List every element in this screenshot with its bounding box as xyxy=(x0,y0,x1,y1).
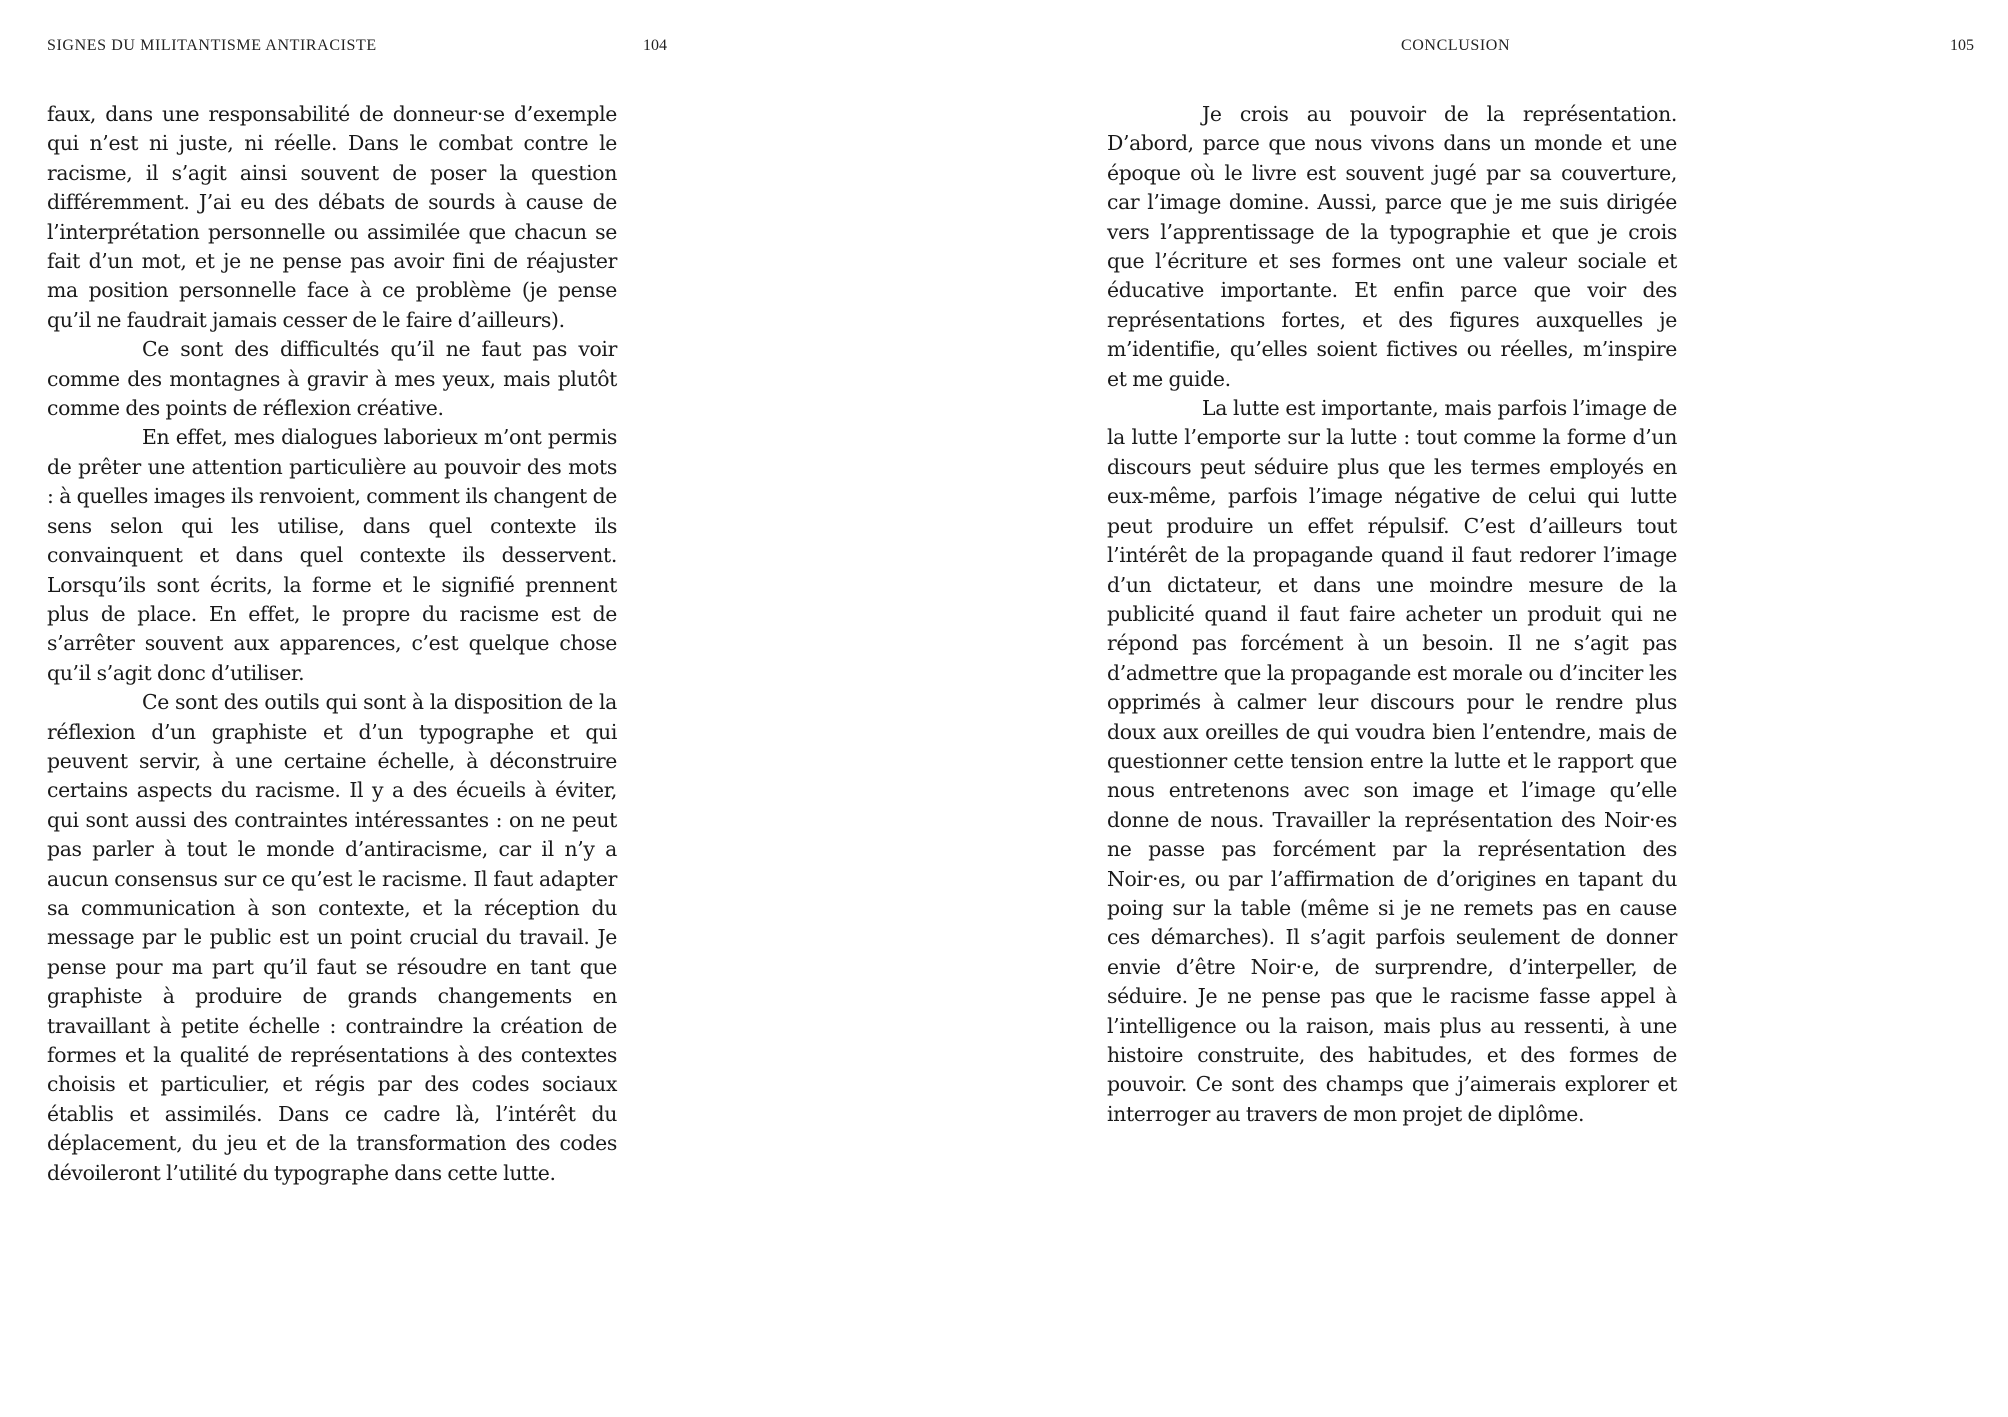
right-body-text xyxy=(1107,100,1677,1129)
paragraph: En effet, mes dialogues laborieux m’ont permis de prêter une attention particulière au pouvoir des mots : à quelles images ils renvoient, comment ils changent de sens selon qui les utilise, dans quel contexte ils convainquent et dans quel contexte ils desservent. Lorsqu’ils sont écrits, la forme et le signifié prennent plus de place. En effet, le propre du racisme est de s’arrêter souvent aux apparences, c’est quelque chose qu’il s’agit donc d’utiliser. xyxy=(47,425,617,685)
paragraph: Je crois au pouvoir de la représentation. D’abord, parce que nous vivons dans un monde et une époque où le livre est souvent jugé par sa couverture, car l’image domine. Aussi, parce que je me suis dirigée vers l’apprentissage de la typographie et que je crois que l’écriture et ses formes ont une valeur sociale et éducative importante. Et enfin parce que voir des représentations fortes, et des figures auxquelles je m’identifie, qu’elles soient fictives ou réelles, m’inspire et me guide. xyxy=(1107,102,1677,391)
page-number-left: 104 xyxy=(643,37,667,54)
running-head-left: SIGNES DU MILITANTISME ANTIRACISTE xyxy=(47,37,377,54)
paragraph: Ce sont des outils qui sont à la disposition de la réflexion d’un graphiste et d’un typographe et qui peuvent servir, à une certaine échelle, à déconstruire certains aspects du racisme. Il y a des écueils à éviter, qui sont aussi des contraintes intéressantes : on ne peut pas parler à tout le monde d’antiracisme, car il n’y a aucun consensus sur ce qu’est le racisme. Il faut adapter sa communication à son contexte, et la réception du message par le public est un point crucial du travail. Je pense pour ma part qu’il faut se résoudre en tant que graphiste à produire de grands changements en travaillant à petite échelle : contraindre la création de formes et la qualité de représentations à des contextes choisis et particulier, et régis par des codes sociaux établis et assimilés. Dans ce cadre là, l’intérêt du déplacement, du jeu et de la transformation des codes dévoileront l’utilité du typographe dans cette lutte. xyxy=(47,690,617,1185)
running-head-right: CONCLUSION xyxy=(1401,37,1511,54)
paragraph: Ce sont des difficultés qu’il ne faut pas voir comme des montagnes à gravir à mes yeux, mais plutôt comme des points de réflexion créative. xyxy=(47,337,617,421)
right-page xyxy=(1004,0,2008,1417)
paragraph: faux, dans une responsabilité de donneur·se d’exemple qui n’est ni juste, ni réelle. Dans le combat contre le racisme, il s’agit ainsi souvent de poser la question différemment. J’ai eu des débats de sourds à cause de l’interprétation personnelle ou assimilée que chacun se fait d’un mot, et je ne pense pas avoir fini de réajuster ma position personnelle face à ce problème (je pense qu’il ne faudrait jamais cesser de le faire d’ailleurs). xyxy=(47,102,617,332)
page-number-right: 105 xyxy=(1950,37,1974,54)
paragraph: La lutte est importante, mais parfois l’image de la lutte l’emporte sur la lutte : tout comme la forme d’un discours peut séduire plus que les termes employés en eux-même, parfois l’image négative de celui qui lutte peut produire un effet répulsif. C’est d’ailleurs tout l’intérêt de la propagande quand il faut redorer l’image d’un dictateur, et dans une moindre mesure de la publicité quand il faut faire acheter un produit qui ne répond pas forcément à un besoin. Il ne s’agit pas d’admettre que la propagande est morale ou d’inciter les opprimés à calmer leur discours pour le rendre plus doux aux oreilles de qui voudra bien l’entendre, mais de questionner cette tension entre la lutte et le rapport que nous entretenons avec son image et l’image qu’elle donne de nous. Travailler la représentation des Noir·es ne passe pas forcément par la représentation des Noir·es, ou par l’affirmation de d’origines en tapant du poing sur la table (même si je ne remets pas en cause ces démarches). Il s’agit parfois seulement de donner envie d’être Noir·e, de surprendre, d’interpeller, de séduire. Je ne pense pas que le racisme fasse appel à l’intelligence ou la raison, mais plus au ressenti, à une histoire construite, des habitudes, et des formes de pouvoir. Ce sont des champs que j’aimerais explorer et interroger au travers de mon projet de diplôme. xyxy=(1107,396,1677,1126)
left-body-text xyxy=(47,100,617,1188)
